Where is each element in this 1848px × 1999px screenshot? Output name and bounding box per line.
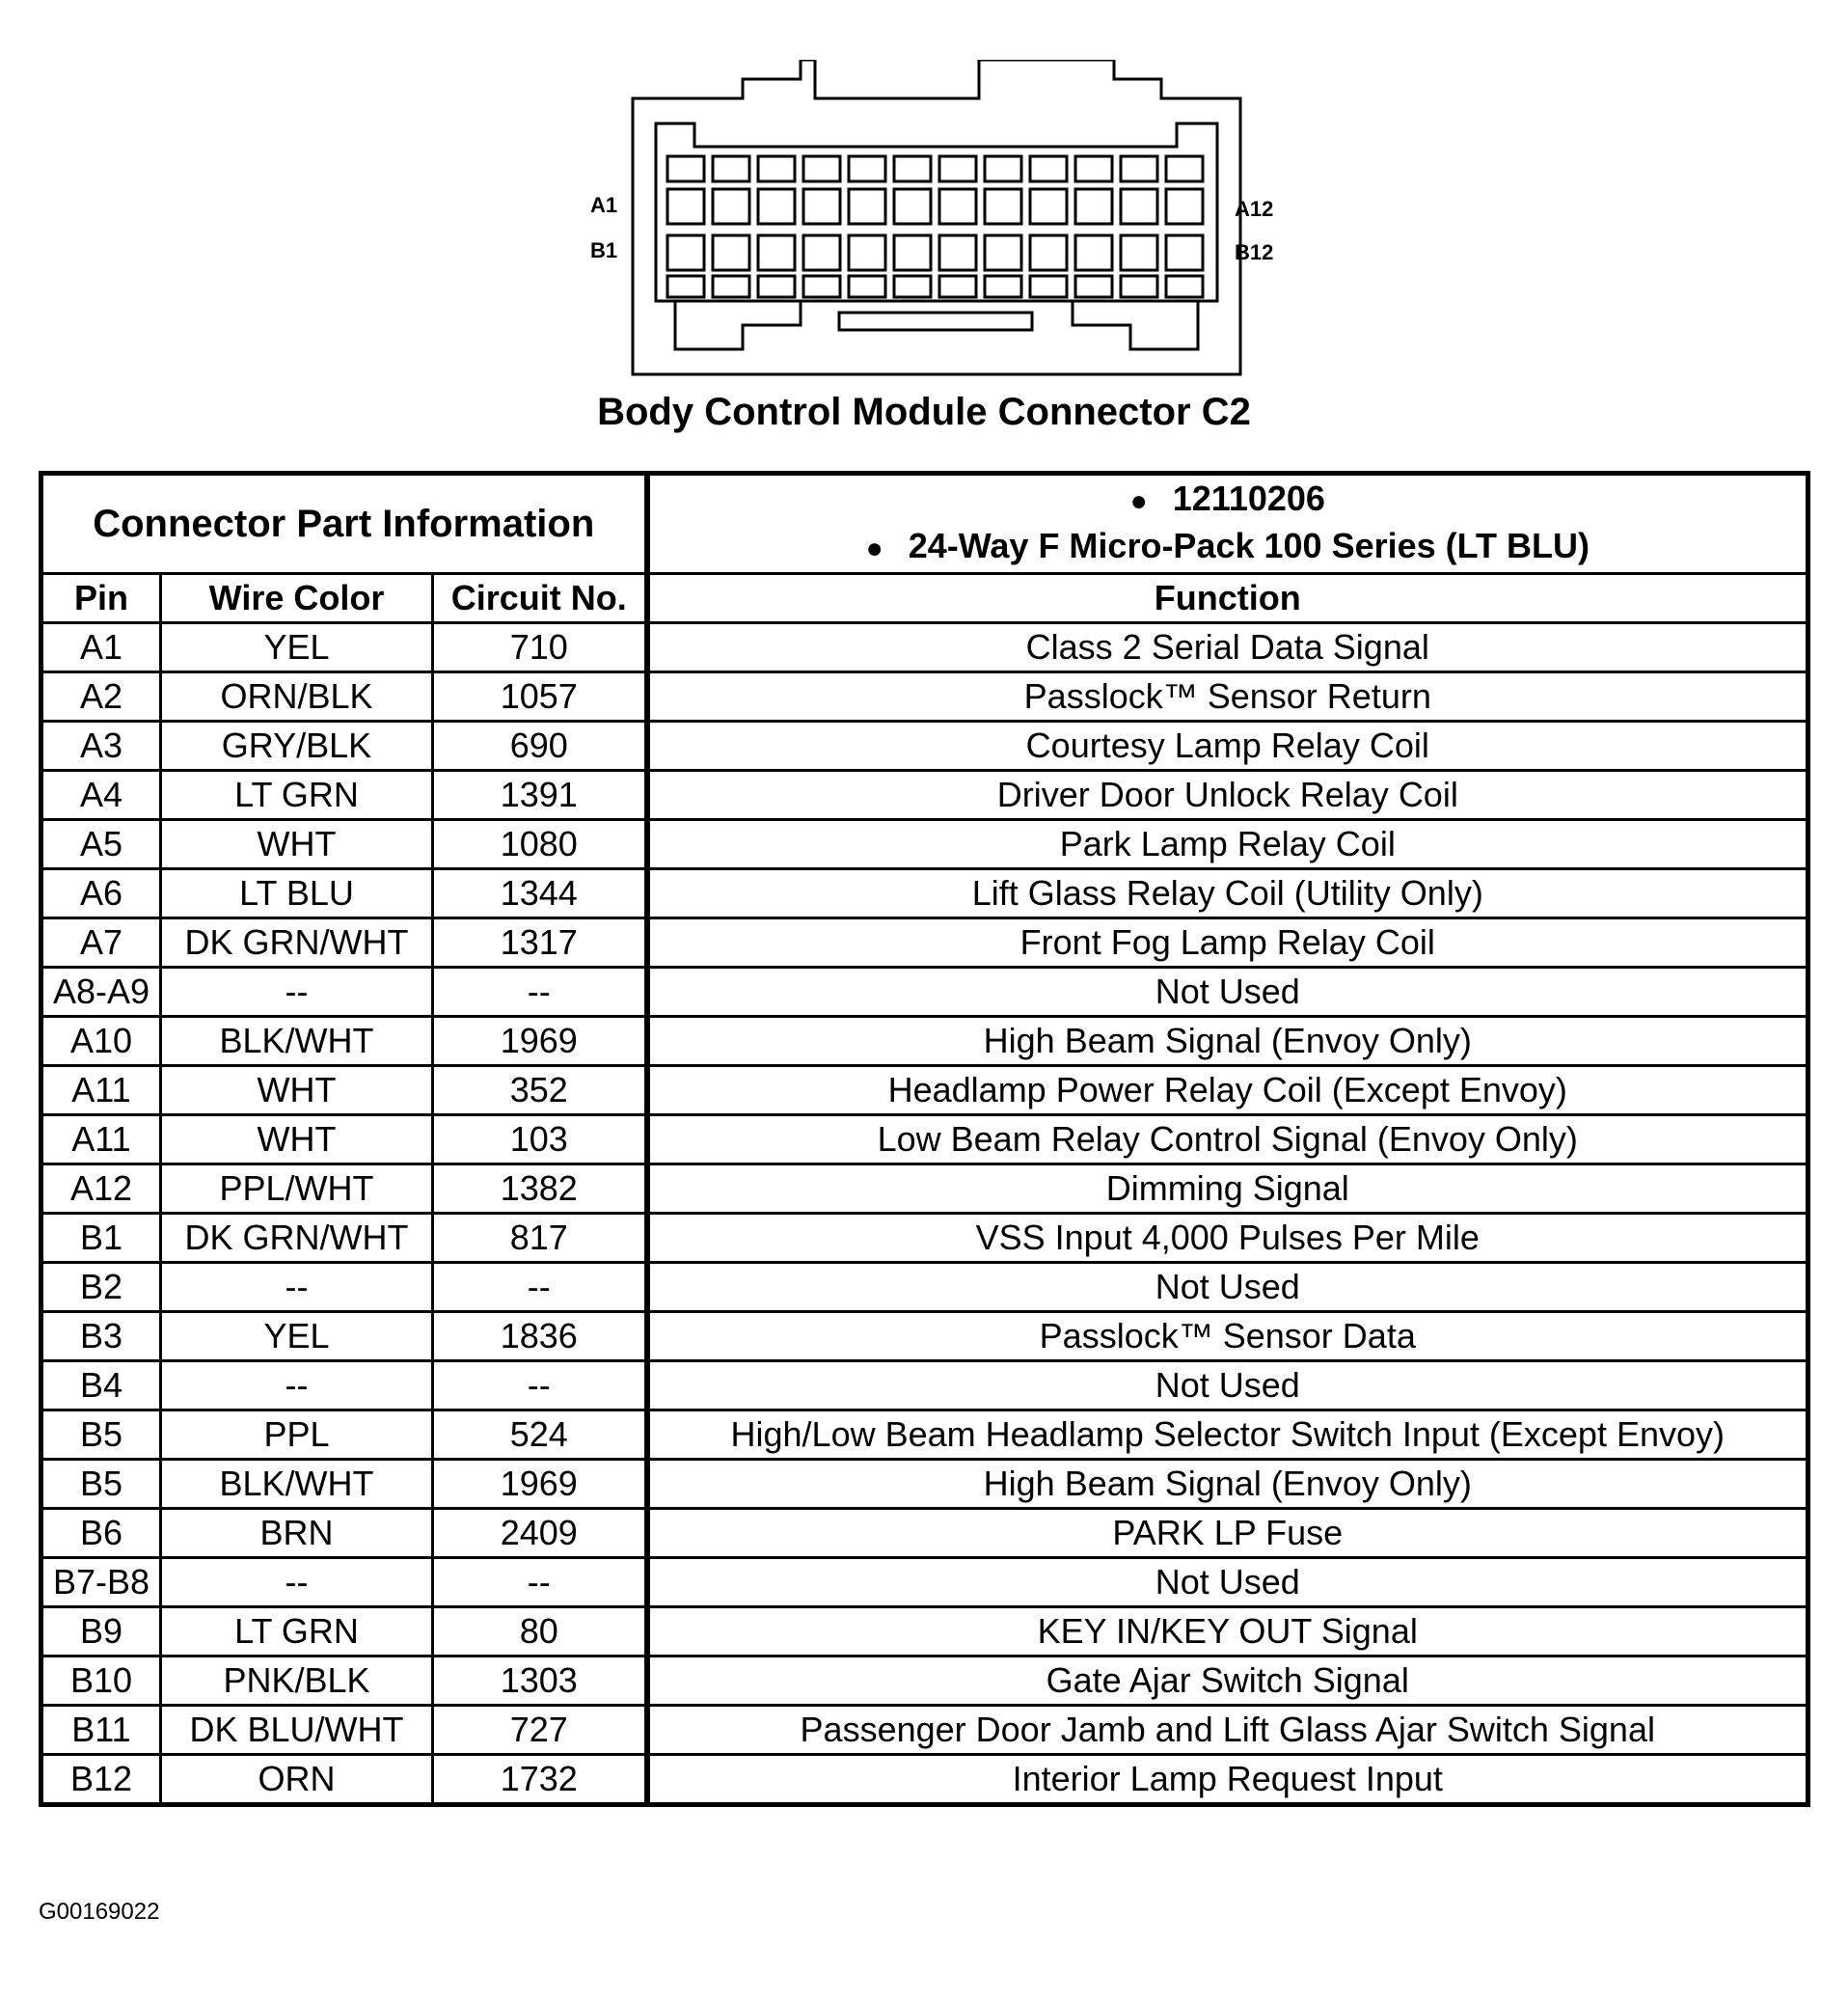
pin-cell: A11: [41, 1066, 161, 1115]
pin-cell: A7: [41, 918, 161, 968]
function-cell: VSS Input 4,000 Pulses Per Mile: [647, 1214, 1808, 1263]
circuit-cell: 817: [433, 1214, 647, 1263]
part-number: 12110206: [1172, 479, 1325, 518]
terminal-latch-top: [1166, 156, 1203, 181]
cavity-row-a: [1030, 189, 1067, 224]
terminal-latch-top: [894, 156, 931, 181]
terminal-latch-top: [939, 156, 976, 181]
function-cell: Class 2 Serial Data Signal: [647, 623, 1808, 672]
pin-cell: A2: [41, 672, 161, 722]
pin-cell: B7-B8: [41, 1558, 161, 1607]
table-row: [41, 1755, 1808, 1805]
cavity-row-a: [894, 189, 931, 224]
function-cell: Lift Glass Relay Coil (Utility Only): [647, 869, 1808, 918]
pin-cell: A8-A9: [41, 968, 161, 1017]
table-row: [41, 1066, 1808, 1115]
diagram-title: Body Control Module Connector C2: [597, 391, 1251, 433]
pin-cell: B1: [41, 1214, 161, 1263]
cavity-row-b: [849, 235, 885, 270]
function-cell: Headlamp Power Relay Coil (Except Envoy): [647, 1066, 1808, 1115]
function-cell: PARK LP Fuse: [647, 1509, 1808, 1558]
circuit-cell: --: [433, 1263, 647, 1312]
terminal-latch-top: [667, 156, 704, 181]
pin-cell: B2: [41, 1263, 161, 1312]
wire-color-cell: --: [161, 968, 433, 1017]
cavity-row-b: [1030, 235, 1067, 270]
table-row: [41, 820, 1808, 869]
wire-color-cell: --: [161, 1558, 433, 1607]
terminal-latch-bottom: [803, 276, 840, 297]
cavity-row-b: [713, 235, 749, 270]
terminal-latch-bottom: [713, 276, 749, 297]
function-cell: Park Lamp Relay Coil: [647, 820, 1808, 869]
wire-color-cell: DK GRN/WHT: [161, 1214, 433, 1263]
table-row: [41, 1115, 1808, 1164]
function-cell: High Beam Signal (Envoy Only): [647, 1017, 1808, 1066]
pin-cell: B5: [41, 1410, 161, 1460]
circuit-cell: 2409: [433, 1509, 647, 1558]
cavity-row-a: [1075, 189, 1112, 224]
circuit-cell: 1391: [433, 771, 647, 820]
header-pin: Pin: [41, 574, 161, 623]
function-cell: High/Low Beam Headlamp Selector Switch Input (Except Envoy): [647, 1410, 1808, 1460]
wire-color-cell: ORN/BLK: [161, 672, 433, 722]
circuit-cell: 1057: [433, 672, 647, 722]
pin-cell: B11: [41, 1706, 161, 1755]
function-cell: Passlock™ Sensor Data: [647, 1312, 1808, 1361]
terminal-latch-bottom: [985, 276, 1021, 297]
cavity-row-b: [939, 235, 976, 270]
pin-cell: B6: [41, 1509, 161, 1558]
pin-cell: A5: [41, 820, 161, 869]
terminal-latch-top: [713, 156, 749, 181]
cavity-row-a: [1166, 189, 1203, 224]
wire-color-cell: GRY/BLK: [161, 722, 433, 771]
wire-color-cell: WHT: [161, 820, 433, 869]
part-info-label: [41, 474, 647, 574]
function-cell: Front Fog Lamp Relay Coil: [647, 918, 1808, 968]
cavity-row-b: [985, 235, 1021, 270]
cavity-row-a: [758, 189, 795, 224]
table-row: [41, 672, 1808, 722]
wire-color-cell: ORN: [161, 1755, 433, 1805]
circuit-cell: 352: [433, 1066, 647, 1115]
terminal-latch-bottom: [939, 276, 976, 297]
connector-inner-frame: [656, 123, 1217, 301]
cavity-row-a: [803, 189, 840, 224]
part-description: 24-Way F Micro-Pack 100 Series (LT BLU): [908, 526, 1590, 565]
wire-color-cell: BRN: [161, 1509, 433, 1558]
circuit-cell: 727: [433, 1706, 647, 1755]
table-row: [41, 1214, 1808, 1263]
function-cell: Not Used: [647, 1558, 1808, 1607]
function-cell: Interior Lamp Request Input: [647, 1755, 1808, 1805]
cavity-row-a: [985, 189, 1021, 224]
cavity-row-a: [939, 189, 976, 224]
wire-color-cell: BLK/WHT: [161, 1017, 433, 1066]
circuit-cell: 1969: [433, 1017, 647, 1066]
header-wire-color: Wire Color: [161, 574, 433, 623]
function-cell: Passenger Door Jamb and Lift Glass Ajar Switch Signal: [647, 1706, 1808, 1755]
cavity-row-b: [667, 235, 704, 270]
circuit-cell: --: [433, 968, 647, 1017]
terminal-latch-top: [803, 156, 840, 181]
table-row: [41, 1263, 1808, 1312]
table-row: [41, 1312, 1808, 1361]
pin-cell: B9: [41, 1607, 161, 1657]
part-info-values: [647, 474, 1808, 574]
header-circuit-no: Circuit No.: [433, 574, 647, 623]
label-a1: A1: [590, 193, 618, 217]
pin-cell: A12: [41, 1164, 161, 1214]
circuit-cell: 80: [433, 1607, 647, 1657]
pin-cell: B10: [41, 1657, 161, 1706]
latch-left: [675, 301, 801, 349]
wire-color-cell: LT BLU: [161, 869, 433, 918]
keyway-slot: [839, 313, 1032, 330]
table-row: [41, 1361, 1808, 1410]
function-cell: Not Used: [647, 968, 1808, 1017]
circuit-cell: --: [433, 1558, 647, 1607]
connector-face-diagram: [559, 60, 1292, 393]
wire-color-cell: --: [161, 1263, 433, 1312]
table-row: [41, 1558, 1808, 1607]
function-cell: Not Used: [647, 1263, 1808, 1312]
part-info-label-text: Connector Part Information: [93, 502, 595, 545]
terminal-latch-top: [1030, 156, 1067, 181]
pin-cell: A6: [41, 869, 161, 918]
table-row: [41, 1509, 1808, 1558]
latch-right: [1073, 301, 1198, 349]
part-info-row: [41, 474, 1808, 574]
circuit-cell: 690: [433, 722, 647, 771]
table-row: [41, 1657, 1808, 1706]
wire-color-cell: LT GRN: [161, 1607, 433, 1657]
terminal-latch-top: [1075, 156, 1112, 181]
wire-color-cell: WHT: [161, 1115, 433, 1164]
pin-cell: B3: [41, 1312, 161, 1361]
circuit-cell: 1303: [433, 1657, 647, 1706]
terminal-latch-bottom: [849, 276, 885, 297]
table-row: [41, 1164, 1808, 1214]
pin-cell: A11: [41, 1115, 161, 1164]
function-cell: KEY IN/KEY OUT Signal: [647, 1607, 1808, 1657]
terminal-latch-bottom: [894, 276, 931, 297]
table-row: [41, 623, 1808, 672]
function-cell: Not Used: [647, 1361, 1808, 1410]
circuit-cell: --: [433, 1361, 647, 1410]
terminal-latch-bottom: [1030, 276, 1067, 297]
pinout-table: [39, 471, 1810, 1807]
wire-color-cell: --: [161, 1361, 433, 1410]
function-cell: Dimming Signal: [647, 1164, 1808, 1214]
wire-color-cell: WHT: [161, 1066, 433, 1115]
wire-color-cell: LT GRN: [161, 771, 433, 820]
cavity-row-b: [1121, 235, 1157, 270]
table-row: [41, 722, 1808, 771]
circuit-cell: 524: [433, 1410, 647, 1460]
pin-cell: B5: [41, 1460, 161, 1509]
circuit-cell: 710: [433, 623, 647, 672]
table-row: [41, 918, 1808, 968]
pin-cell: B4: [41, 1361, 161, 1410]
pin-cell: A4: [41, 771, 161, 820]
terminal-latch-top: [849, 156, 885, 181]
wire-color-cell: BLK/WHT: [161, 1460, 433, 1509]
terminal-latch-top: [985, 156, 1021, 181]
cavity-row-b: [803, 235, 840, 270]
circuit-cell: 1969: [433, 1460, 647, 1509]
wire-color-cell: YEL: [161, 1312, 433, 1361]
label-b12: B12: [1235, 240, 1274, 264]
circuit-cell: 1080: [433, 820, 647, 869]
cavity-row-a: [849, 189, 885, 224]
wire-color-cell: PPL/WHT: [161, 1164, 433, 1214]
pin-cell: A1: [41, 623, 161, 672]
circuit-cell: 1836: [433, 1312, 647, 1361]
table-row: [41, 1017, 1808, 1066]
circuit-cell: 103: [433, 1115, 647, 1164]
function-cell: Low Beam Relay Control Signal (Envoy Only): [647, 1115, 1808, 1164]
wire-color-cell: DK BLU/WHT: [161, 1706, 433, 1755]
pin-cell: B12: [41, 1755, 161, 1805]
cavity-row-b: [894, 235, 931, 270]
wire-color-cell: PNK/BLK: [161, 1657, 433, 1706]
circuit-cell: 1732: [433, 1755, 647, 1805]
table-row: [41, 1410, 1808, 1460]
table-row: [41, 1607, 1808, 1657]
circuit-cell: 1382: [433, 1164, 647, 1214]
table-row: [41, 1460, 1808, 1509]
pin-cell: A10: [41, 1017, 161, 1066]
cavity-row-b: [1166, 235, 1203, 270]
figure-id: G00169022: [39, 1899, 160, 1925]
table-row: [41, 968, 1808, 1017]
function-cell: Passlock™ Sensor Return: [647, 672, 1808, 722]
header-function: Function: [647, 574, 1808, 623]
function-cell: Courtesy Lamp Relay Coil: [647, 722, 1808, 771]
terminal-latch-bottom: [667, 276, 704, 297]
terminal-latch-top: [1121, 156, 1157, 181]
terminal-latch-bottom: [1075, 276, 1112, 297]
cavity-row-a: [1121, 189, 1157, 224]
table-row: [41, 771, 1808, 820]
table-row: [41, 1706, 1808, 1755]
terminal-latch-bottom: [758, 276, 795, 297]
terminal-latch-bottom: [1121, 276, 1157, 297]
function-cell: Driver Door Unlock Relay Coil: [647, 771, 1808, 820]
cavity-row-b: [1075, 235, 1112, 270]
function-cell: High Beam Signal (Envoy Only): [647, 1460, 1808, 1509]
pin-cell: A3: [41, 722, 161, 771]
wire-color-cell: PPL: [161, 1410, 433, 1460]
bullet-icon: ●: [865, 533, 883, 564]
terminal-latch-bottom: [1166, 276, 1203, 297]
table-header-row: [41, 574, 1808, 623]
cavity-row-a: [713, 189, 749, 224]
connector-housing: [633, 60, 1240, 374]
label-b1: B1: [590, 238, 618, 262]
table-row: [41, 869, 1808, 918]
circuit-cell: 1344: [433, 869, 647, 918]
label-a12: A12: [1235, 197, 1274, 221]
circuit-cell: 1317: [433, 918, 647, 968]
function-cell: Gate Ajar Switch Signal: [647, 1657, 1808, 1706]
cavity-row-a: [667, 189, 704, 224]
wire-color-cell: DK GRN/WHT: [161, 918, 433, 968]
cavity-row-b: [758, 235, 795, 270]
wire-color-cell: YEL: [161, 623, 433, 672]
terminal-latch-top: [758, 156, 795, 181]
bullet-icon: ●: [1129, 485, 1148, 517]
